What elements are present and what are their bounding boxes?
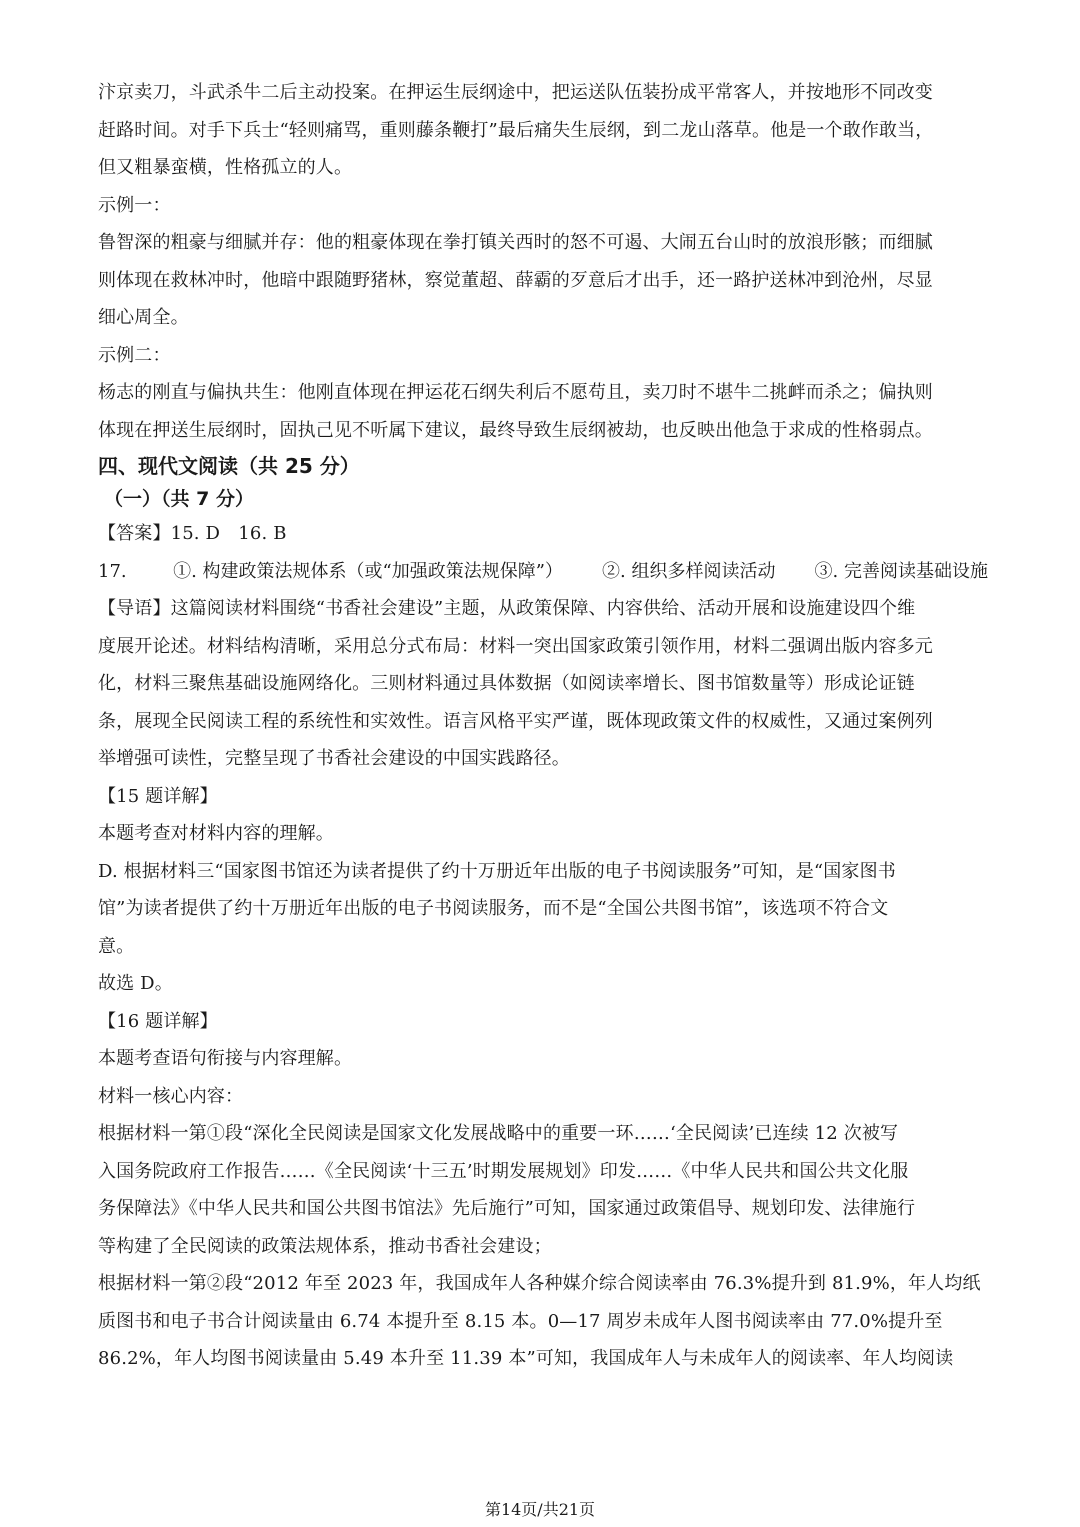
text-line: 举增强可读性，完整呈现了书香社会建设的中国实践路径。 — [98, 748, 570, 769]
text-line: 但又粗暴蛮横，性格孤立的人。 — [98, 157, 353, 178]
text-line: 材料一核心内容： — [98, 1085, 244, 1107]
answer-item-3: ③. 完善阅读基础设施 — [814, 560, 988, 582]
text-line: 本题考查对材料内容的理解。 — [98, 823, 334, 844]
text-line: 示例二： — [98, 344, 171, 366]
explanation-text — [98, 590, 988, 1378]
text-line: 务保障法》《中华人民共和国公共图书馆法》先后施行”可知，国家通过政策倡导、规划印发、法律施行 — [98, 1198, 916, 1219]
sub-heading: （一）（共 7 分） — [104, 488, 254, 510]
answer-text-top — [98, 74, 988, 449]
page-number-footer: 第14页/共21页 — [484, 1500, 596, 1519]
text-line: 根据材料一第①段“深化全民阅读是国家文化发展战略中的重要一环……‘全民阅读’已连续 12 次被写 — [98, 1123, 899, 1144]
text-line: 鲁智深的粗豪与细腻并存：他的粗豪体现在拳打镇关西时的怒不可遏、大闹五台山时的放浪形骸；而细腻 — [98, 232, 933, 253]
section-heading: 四、现代文阅读（共 25 分） — [98, 454, 360, 478]
text-line: 体现在押送生辰纲时，固执己见不听属下建议，最终导致生辰纲被劫，也反映出他急于求成的性格弱点。 — [98, 419, 933, 441]
text-line: 则体现在救林冲时，他暗中跟随野猪林，察觉董超、薛霸的歹意后才出手，还一路护送林冲到沧州，尽显 — [98, 269, 933, 291]
text-line: 度展开论述。材料结构清晰，采用总分式布局：材料一突出国家政策引领作用，材料二强调出版内容多元 — [98, 635, 933, 657]
text-line: 86.2%，年人均图书阅读量由 5.49 本升至 11.39 本”可知，我国成年人与未成年人的阅读率、年人均阅读 — [98, 1348, 954, 1369]
text-line: 意。 — [98, 935, 135, 957]
text-line: 汴京卖刀，斗武杀牛二后主动投案。在押运生辰纲途中，把运送队伍装扮成平常客人，并按地形不同改变 — [98, 82, 933, 103]
text-line: 细心周全。 — [98, 307, 189, 328]
text-line: 示例一： — [98, 194, 171, 216]
document-body — [98, 74, 988, 1378]
text-line: 化，材料三聚焦基础设施网络化。三则材料通过具体数据（如阅读率增长、图书馆数量等）形成论证链 — [98, 673, 915, 694]
answer-line: 【答案】15. D 16. B — [98, 523, 287, 544]
text-line: 【16 题详解】 — [98, 1010, 218, 1032]
question-number: 17. — [98, 560, 127, 582]
text-line: 根据材料一第②段“2012 年至 2023 年，我国成年人各种媒介综合阅读率由 76.3%提升到 81.9%，年人均纸 — [98, 1273, 981, 1294]
answer-item-2: ②. 组织多样阅读活动 — [602, 560, 776, 582]
text-line: 赶路时间。对手下兵士“轻则痛骂，重则藤条鞭打”最后痛失生辰纲，到二龙山落草。他是一个敢作敢当， — [98, 119, 934, 141]
text-line: 【15 题详解】 — [98, 785, 218, 807]
text-line: 【导语】这篇阅读材料围绕“书香社会建设”主题，从政策保障、内容供给、活动开展和设施建设四个维 — [98, 598, 916, 619]
text-line: 等构建了全民阅读的政策法规体系，推动书香社会建设； — [98, 1235, 552, 1257]
text-line: 馆”为读者提供了约十万册近年出版的电子书阅读服务，而不是“全国公共图书馆”，该选项不符合文 — [98, 898, 889, 919]
text-line: 杨志的刚直与偏执共生：他刚直体现在押运花石纲失利后不愿苟且，卖刀时不堪牛二挑衅而杀之；偏执则 — [98, 382, 933, 403]
text-line: 质图书和电子书合计阅读量由 6.74 本提升至 8.15 本。0—17 周岁未成年人图书阅读率由 77.0%提升至 — [98, 1310, 943, 1332]
text-line: 本题考查语句衔接与内容理解。 — [98, 1048, 353, 1069]
text-line: 条，展现全民阅读工程的系统性和实效性。语言风格平实严谨，既体现政策文件的权威性，又通过案例列 — [98, 710, 933, 732]
question-17-answer — [98, 553, 988, 591]
answer-item-1: ①. 构建政策法规体系（或“加强政策法规保障”） — [173, 560, 563, 582]
text-line: 故选 D。 — [98, 973, 173, 994]
text-line: 入国务院政府工作报告……《全民阅读‘十三五’时期发展规划》印发……《中华人民共和国公共文化服 — [98, 1160, 909, 1182]
text-line: D. 根据材料三“国家图书馆还为读者提供了约十万册近年出版的电子书阅读服务”可知，是“国家图书 — [98, 860, 896, 882]
